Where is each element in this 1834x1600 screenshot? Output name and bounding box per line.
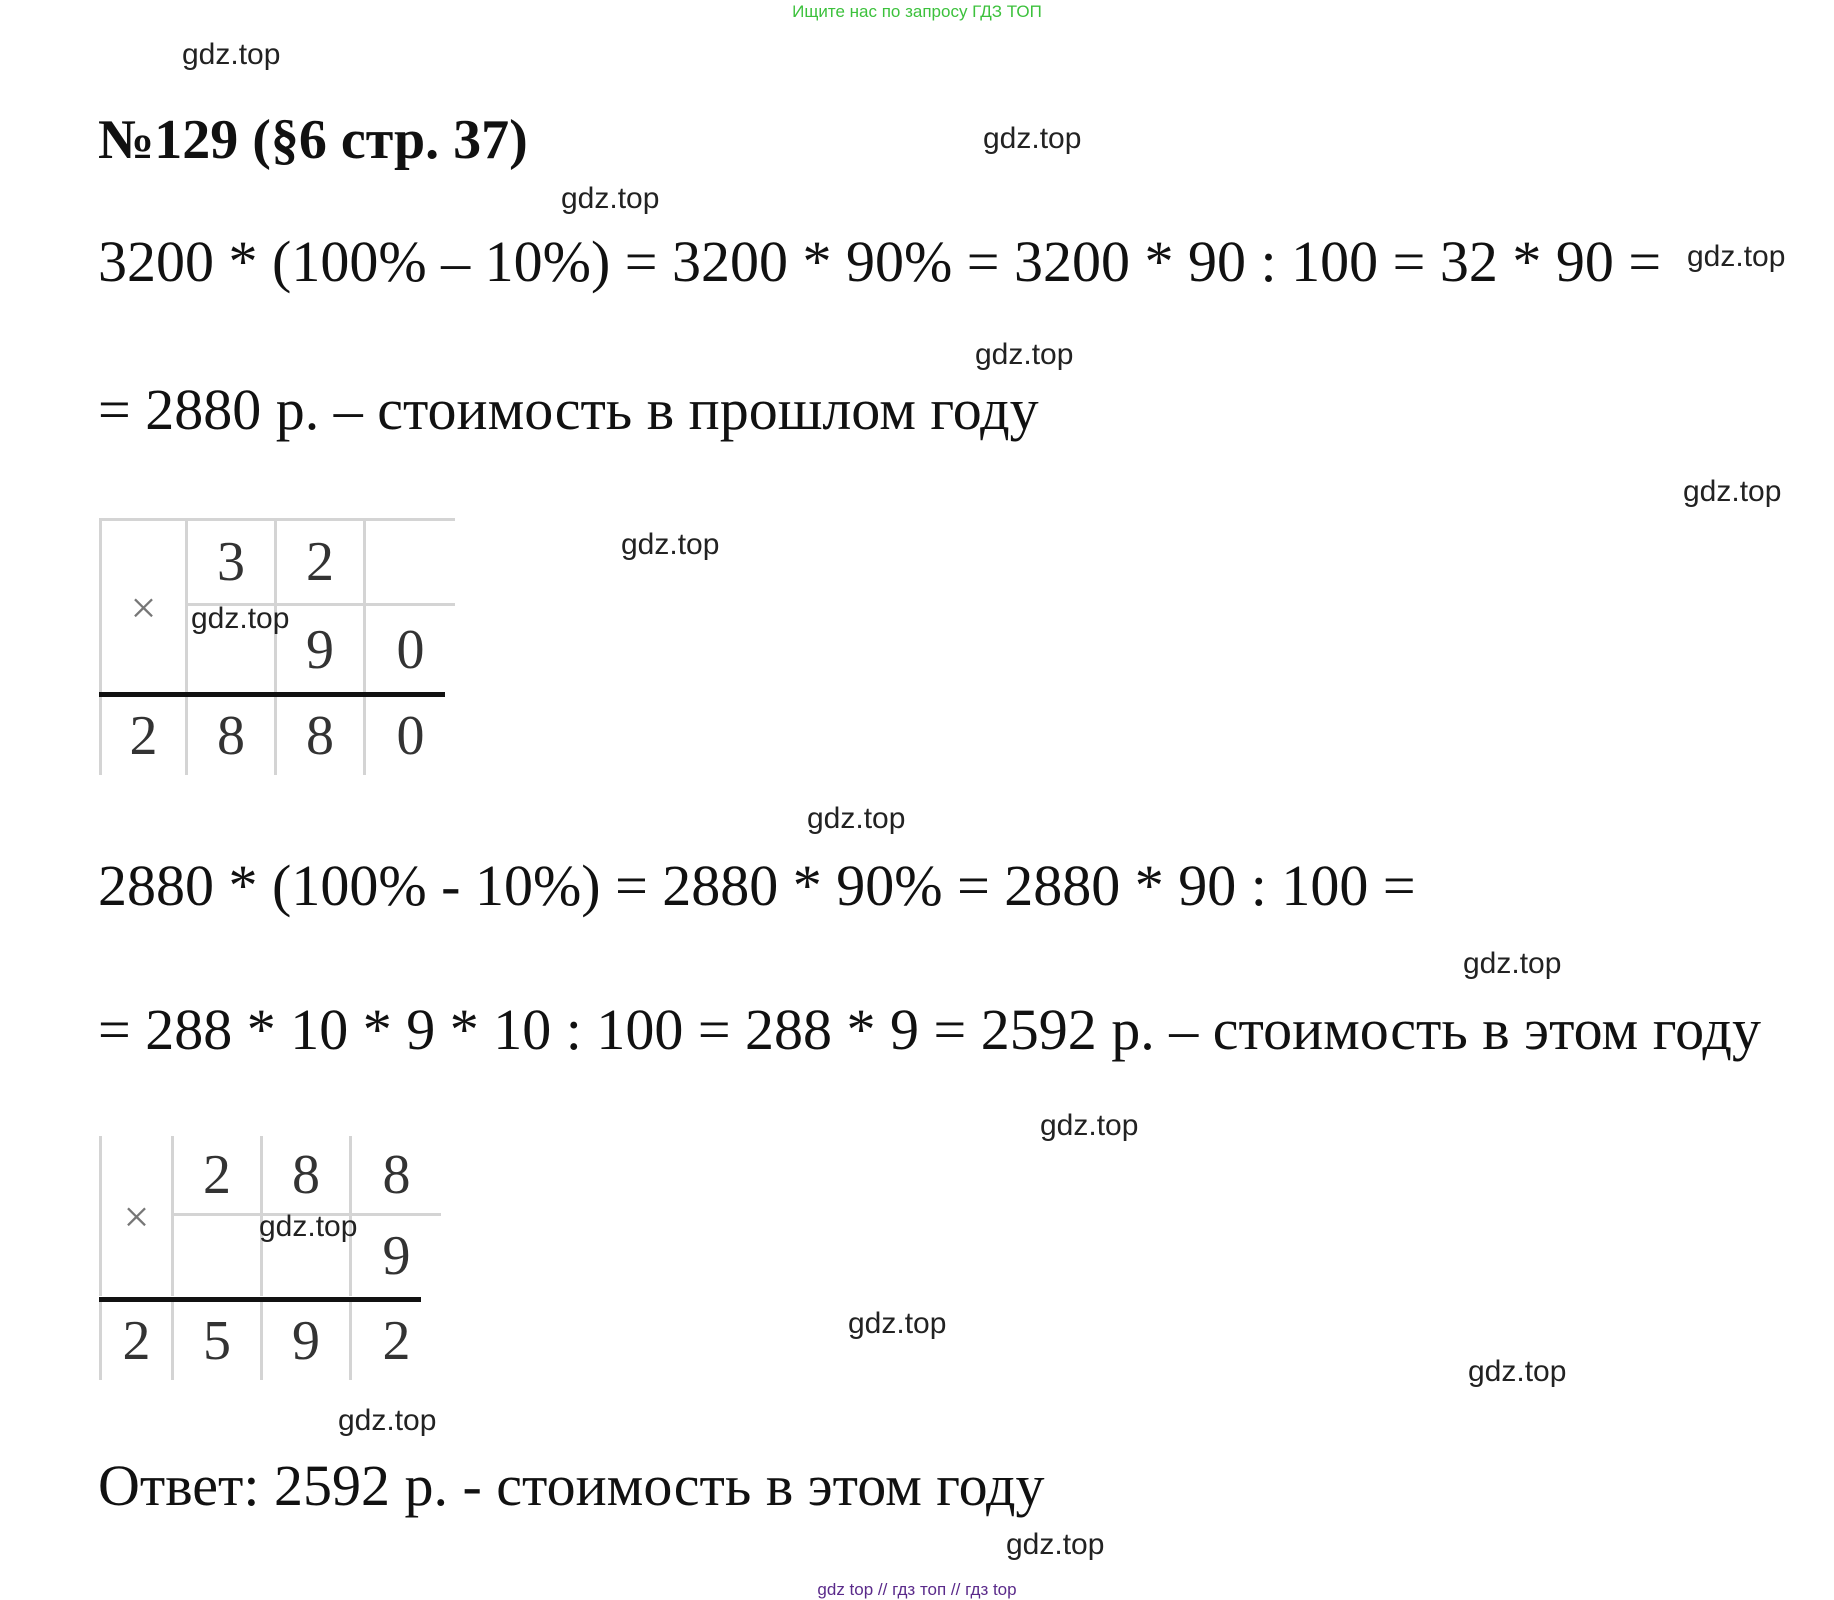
math-line-1: 3200 * (100% – 10%) = 3200 * 90% = 3200 * 90 : 100 = 32 * 90 = [98, 229, 1662, 294]
digit-cell: 3 [188, 518, 277, 606]
digit-cell: 8 [352, 1136, 441, 1216]
watermark: gdz.top [848, 1307, 947, 1340]
result-digit: 2 [99, 697, 188, 775]
watermark: gdz.top [621, 528, 720, 561]
watermark: gdz.top [182, 38, 281, 71]
math-line-3: 2880 * (100% - 10%) = 2880 * 90% = 2880 * 90 : 100 = [98, 853, 1416, 918]
digit-cell: 9 [382, 1225, 411, 1287]
result-digit: 8 [188, 697, 277, 775]
watermark: gdz.top [561, 182, 660, 215]
watermark: gdz.top [338, 1404, 437, 1437]
watermark: gdz.top [259, 1210, 358, 1243]
multiply-sign: × [99, 1136, 174, 1296]
top-banner: Ищите нас по запросу ГДЗ ТОП [792, 2, 1042, 21]
watermark: gdz.top [1463, 947, 1562, 980]
problem-title: №129 (§6 стр. 37) [98, 109, 528, 171]
digit-cell: 9 [277, 606, 366, 694]
result-digit: 0 [396, 705, 425, 767]
watermark: gdz.top [191, 602, 290, 635]
watermark: gdz.top [975, 338, 1074, 371]
digit-cell: 8 [263, 1136, 352, 1216]
watermark: gdz.top [983, 122, 1082, 155]
digit-cell: 2 [174, 1136, 263, 1216]
math-line-4: = 288 * 10 * 9 * 10 : 100 = 288 * 9 = 2592 р. – стоимость в этом году [98, 997, 1761, 1062]
result-digit: 9 [263, 1302, 352, 1380]
digit-cell [174, 1216, 263, 1296]
result-digit: 8 [277, 697, 366, 775]
result-digit: 2 [382, 1310, 411, 1372]
digit-cell: 2 [277, 518, 366, 606]
watermark: gdz.top [1468, 1355, 1567, 1388]
result-digit: 5 [174, 1302, 263, 1380]
digit-cell: 0 [396, 619, 425, 681]
result-digit: 2 [99, 1302, 174, 1380]
multiply-sign: × [99, 518, 188, 694]
digit-cell [366, 518, 455, 606]
watermark: gdz.top [1683, 475, 1782, 508]
watermark: gdz.top [1040, 1109, 1139, 1142]
watermark: gdz.top [807, 802, 906, 835]
watermark: gdz.top [1687, 240, 1786, 273]
answer-line: Ответ: 2592 р. - стоимость в этом году [98, 1453, 1045, 1518]
footer-links[interactable]: gdz top // гдз топ // гдз top [817, 1580, 1017, 1599]
watermark: gdz.top [1006, 1528, 1105, 1561]
math-line-2: = 2880 р. – стоимость в прошлом году [98, 377, 1039, 442]
